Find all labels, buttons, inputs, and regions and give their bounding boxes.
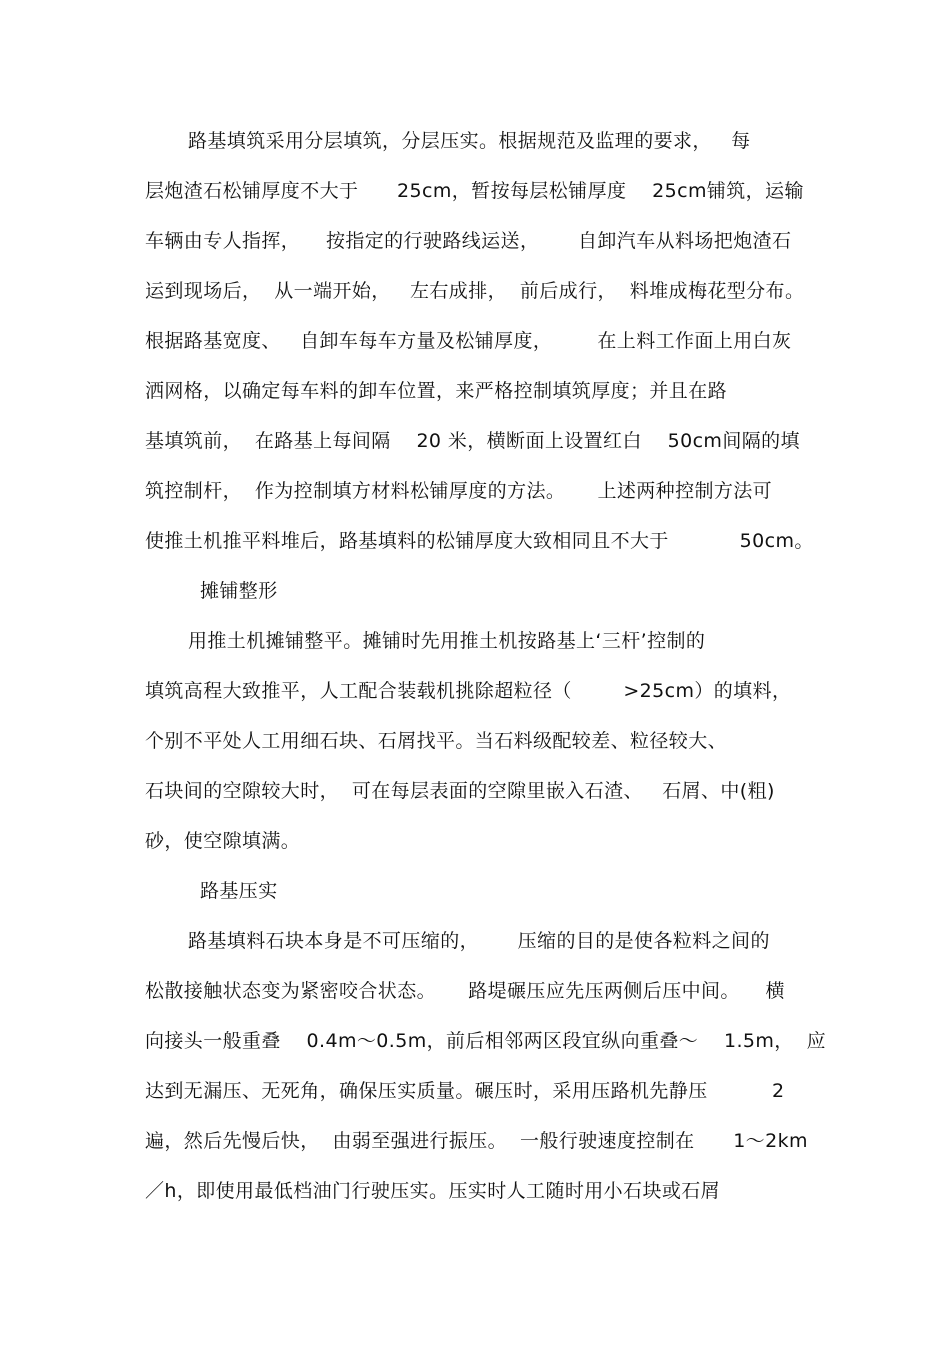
text-line: 运到现场后， 从一端开始， 左右成排， 前后成行， 料堆成梅花型分布。 [145, 280, 805, 302]
text-line: 基填筑前， 在路基上每间隔 20 米，横断面上设置红白 50cm间隔的填 [145, 430, 800, 452]
text-line: 使推土机推平料堆后，路基填料的松铺厚度大致相同且不大于 50cm。 [145, 530, 814, 552]
text-line: 筑控制杆， 作为控制填方材料松铺厚度的方法。 上述两种控制方法可 [145, 480, 773, 502]
text-line: 遍，然后先慢后快， 由弱至强进行振压。 一般行驶速度控制在 1～2km [145, 1130, 808, 1152]
text-line: 填筑高程大致推平，人工配合装载机挑除超粒径（ >25cm）的填料， [145, 680, 792, 702]
text-line: 砂，使空隙填满。 [145, 830, 301, 852]
text-line: ／h，即使用最低档油门行驶压实。压实时人工随时用小石块或石屑 [145, 1180, 721, 1202]
text-line: 向接头一般重叠 0.4m～0.5m，前后相邻两区段宜纵向重叠～ 1.5m， 应 [145, 1030, 826, 1052]
text-line: 根据路基宽度、 自卸车每车方量及松铺厚度， 在上料工作面上用白灰 [145, 330, 792, 352]
text-line: 路基填筑采用分层填筑，分层压实。根据规范及监理的要求， 每 [188, 130, 751, 152]
text-line: 路基填料石块本身是不可压缩的， 压缩的目的是使各粒料之间的 [188, 930, 770, 952]
text-line: 松散接触状态变为紧密咬合状态。 路堤碾压应先压两侧后压中间。 横 [145, 980, 785, 1002]
text-line: 达到无漏压、无死角，确保压实质量。碾压时，采用压路机先静压 2 [145, 1080, 785, 1102]
text-line: 用推土机摊铺整平。摊铺时先用推土机按路基上‘三杆’控制的 [188, 630, 706, 652]
section-heading: 路基压实 [200, 880, 278, 902]
text-line: 车辆由专人指挥， 按指定的行驶路线运送， 自卸汽车从料场把炮渣石 [145, 230, 792, 252]
text-line: 洒网格，以确定每车料的卸车位置，来严格控制填筑厚度；并且在路 [145, 380, 728, 402]
text-line: 层炮渣石松铺厚度不大于 25cm，暂按每层松铺厚度 25cm铺筑，运输 [145, 180, 804, 202]
text-line: 石块间的空隙较大时， 可在每层表面的空隙里嵌入石渣、 石屑、中(粗) [145, 780, 775, 802]
section-heading: 摊铺整形 [200, 580, 278, 602]
text-line: 个别不平处人工用细石块、石屑找平。当石料级配较差、粒径较大、 [145, 730, 728, 752]
